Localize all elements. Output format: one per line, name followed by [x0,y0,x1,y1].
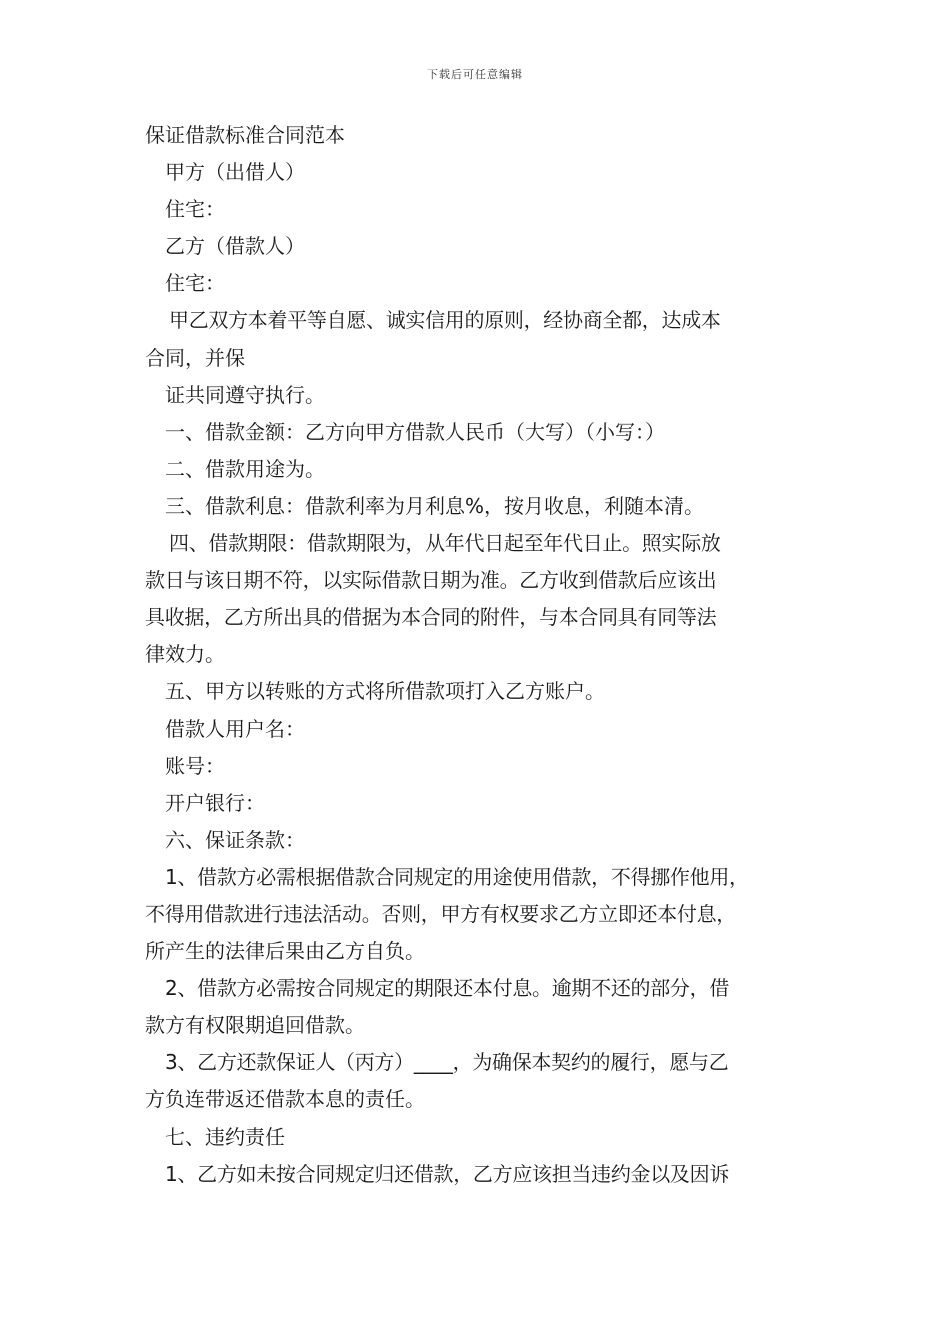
clause-guarantee-heading: 六、保证条款： [165,827,305,852]
clause-loan-term: 律效力。 [145,642,225,667]
guarantee-item: 方负连带返还借款本息的责任。 [145,1087,425,1112]
document-title: 保证借款标准合同范本 [145,123,345,147]
header-note: 下载后可任意编辑 [427,68,523,81]
clause-loan-amount: 一、借款金额：乙方向甲方借款人民币（大写）（小写：） [165,419,665,444]
guarantee-item: 1、借款方必需根据借款合同规定的用途使用借款，不得挪作他用， [165,864,749,889]
clause-loan-term: 款日与该日期不符，以实际借款日期为准。乙方收到借款后应该出 [145,568,717,593]
guarantee-item: 款方有权限期追回借款。 [145,1013,365,1038]
guarantee-item: 2、借款方必需按合同规定的期限还本付息。逾期不还的部分，借 [165,976,730,1001]
clause-loan-term: 具收据，乙方所出具的借据为本合同的附件，与本合同具有同等法 [145,605,717,630]
guarantee-item: 3、乙方还款保证人（丙方）____，为确保本契约的履行，愿与乙 [165,1050,729,1075]
clause-transfer: 五、甲方以转账的方式将所借款项打入乙方账户。 [165,679,605,704]
contract-body [145,117,810,1193]
borrower-account-number: 账号： [165,753,225,778]
guarantee-item: 所产生的法律后果由乙方自负。 [145,939,425,964]
party-a-address: 住宅： [165,197,225,222]
preamble-line: 甲乙双方本着平等自愿、诚实信用的原则，经协商全都，达成本 [169,308,721,333]
clause-breach-heading: 七、违约责任 [165,1124,285,1149]
preamble-line: 合同，并保 [145,345,245,370]
clause-loan-term: 四、借款期限：借款期限为，从年代日起至年代日止。照实际放 [169,531,721,556]
borrower-account-name: 借款人用户名： [165,716,305,741]
party-b-address: 住宅： [165,271,225,296]
clause-loan-interest: 三、借款利息：借款利率为月利息%，按月收息，利随本清。 [165,493,705,518]
guarantee-item: 不得用借款进行违法活动。否则，甲方有权要求乙方立即还本付息， [145,901,736,926]
party-a-label: 甲方（出借人） [165,160,305,185]
clause-loan-purpose: 二、借款用途为。 [165,456,325,481]
borrower-bank: 开户银行： [165,790,265,815]
preamble-line: 证共同遵守执行。 [165,382,325,407]
party-b-label: 乙方（借款人） [165,234,305,259]
breach-item: 1、乙方如未按合同规定归还借款，乙方应该担当违约金以及因诉 [165,1161,730,1186]
